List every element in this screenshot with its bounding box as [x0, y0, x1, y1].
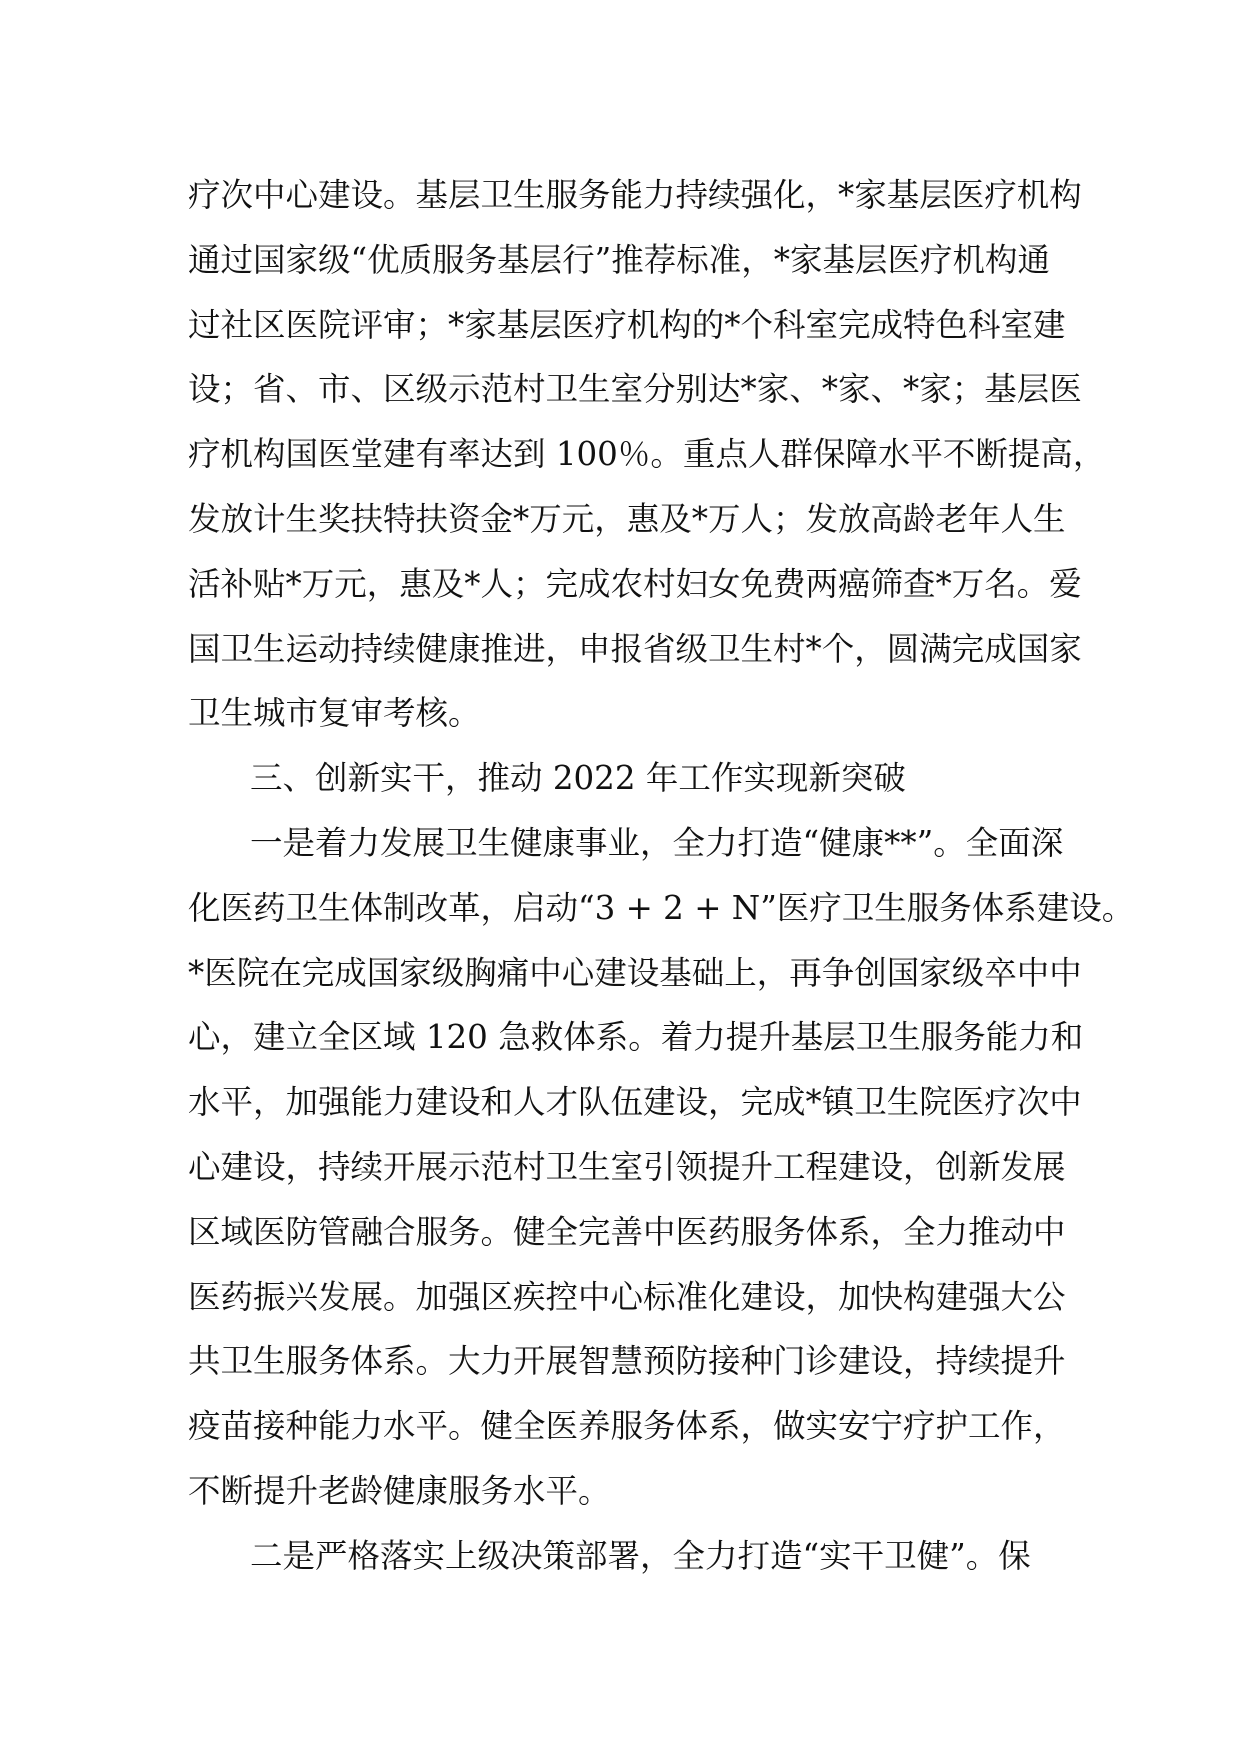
text-line: 国卫生运动持续健康推进，申报省级卫生村*个，圆满完成国家	[188, 629, 1082, 668]
paragraph-first-line: 一是着力发展卫生健康事业，全力打造“健康**”。全面深	[250, 823, 1064, 862]
text-line: 过社区医院评审；*家基层医疗机构的*个科室完成特色科室建	[188, 305, 1066, 344]
text-line: 共卫生服务体系。大力开展智慧预防接种门诊建设，持续提升	[188, 1342, 1066, 1381]
text-line: 疗次中心建设。基层卫生服务能力持续强化，*家基层医疗机构	[188, 176, 1082, 214]
text-line: 通过国家级“优质服务基层行”推荐标准，*家基层医疗机构通	[188, 240, 1050, 279]
text-line: 发放计生奖扶特扶资金*万元，惠及*万人；发放高龄老年人生	[188, 499, 1066, 538]
text-line: 卫生城市复审考核。	[188, 694, 481, 733]
text-line: 疗机构国医堂建有率达到 100％。重点人群保障水平不断提高，	[188, 435, 1106, 474]
text-line: 活补贴*万元，惠及*人；完成农村妇女免费两癌筛查*万名。爱	[188, 564, 1082, 603]
text-line: 医药振兴发展。加强区疾控中心标准化建设，加快构建强大公	[188, 1277, 1066, 1316]
text-line: 设；省、市、区级示范村卫生室分别达*家、*家、*家；基层医	[188, 370, 1082, 409]
text-line: 化医药卫生体制改革，启动“3 + 2 + N”医疗卫生服务体系建设。	[188, 888, 1135, 927]
text-line: 区域医防管融合服务。健全完善中医药服务体系，全力推动中	[188, 1212, 1066, 1251]
section-heading: 三、创新实干，推动 2022 年工作实现新突破	[250, 759, 906, 798]
body-text	[188, 163, 1135, 1589]
paragraph-first-line: 二是严格落实上级决策部署，全力打造“实干卫健”。保	[250, 1536, 1031, 1575]
text-line: 心，建立全区域 120 急救体系。着力提升基层卫生服务能力和	[188, 1018, 1084, 1057]
text-line: 不断提升老龄健康服务水平。	[188, 1471, 611, 1510]
text-line: 心建设，持续开展示范村卫生室引领提升工程建设，创新发展	[188, 1147, 1066, 1186]
text-line: 水平，加强能力建设和人才队伍建设，完成*镇卫生院医疗次中	[188, 1083, 1082, 1122]
text-line: *医院在完成国家级胸痛中心建设基础上，再争创国家级卒中中	[188, 953, 1082, 992]
text-line: 疫苗接种能力水平。健全医养服务体系，做实安宁疗护工作，	[188, 1407, 1066, 1446]
